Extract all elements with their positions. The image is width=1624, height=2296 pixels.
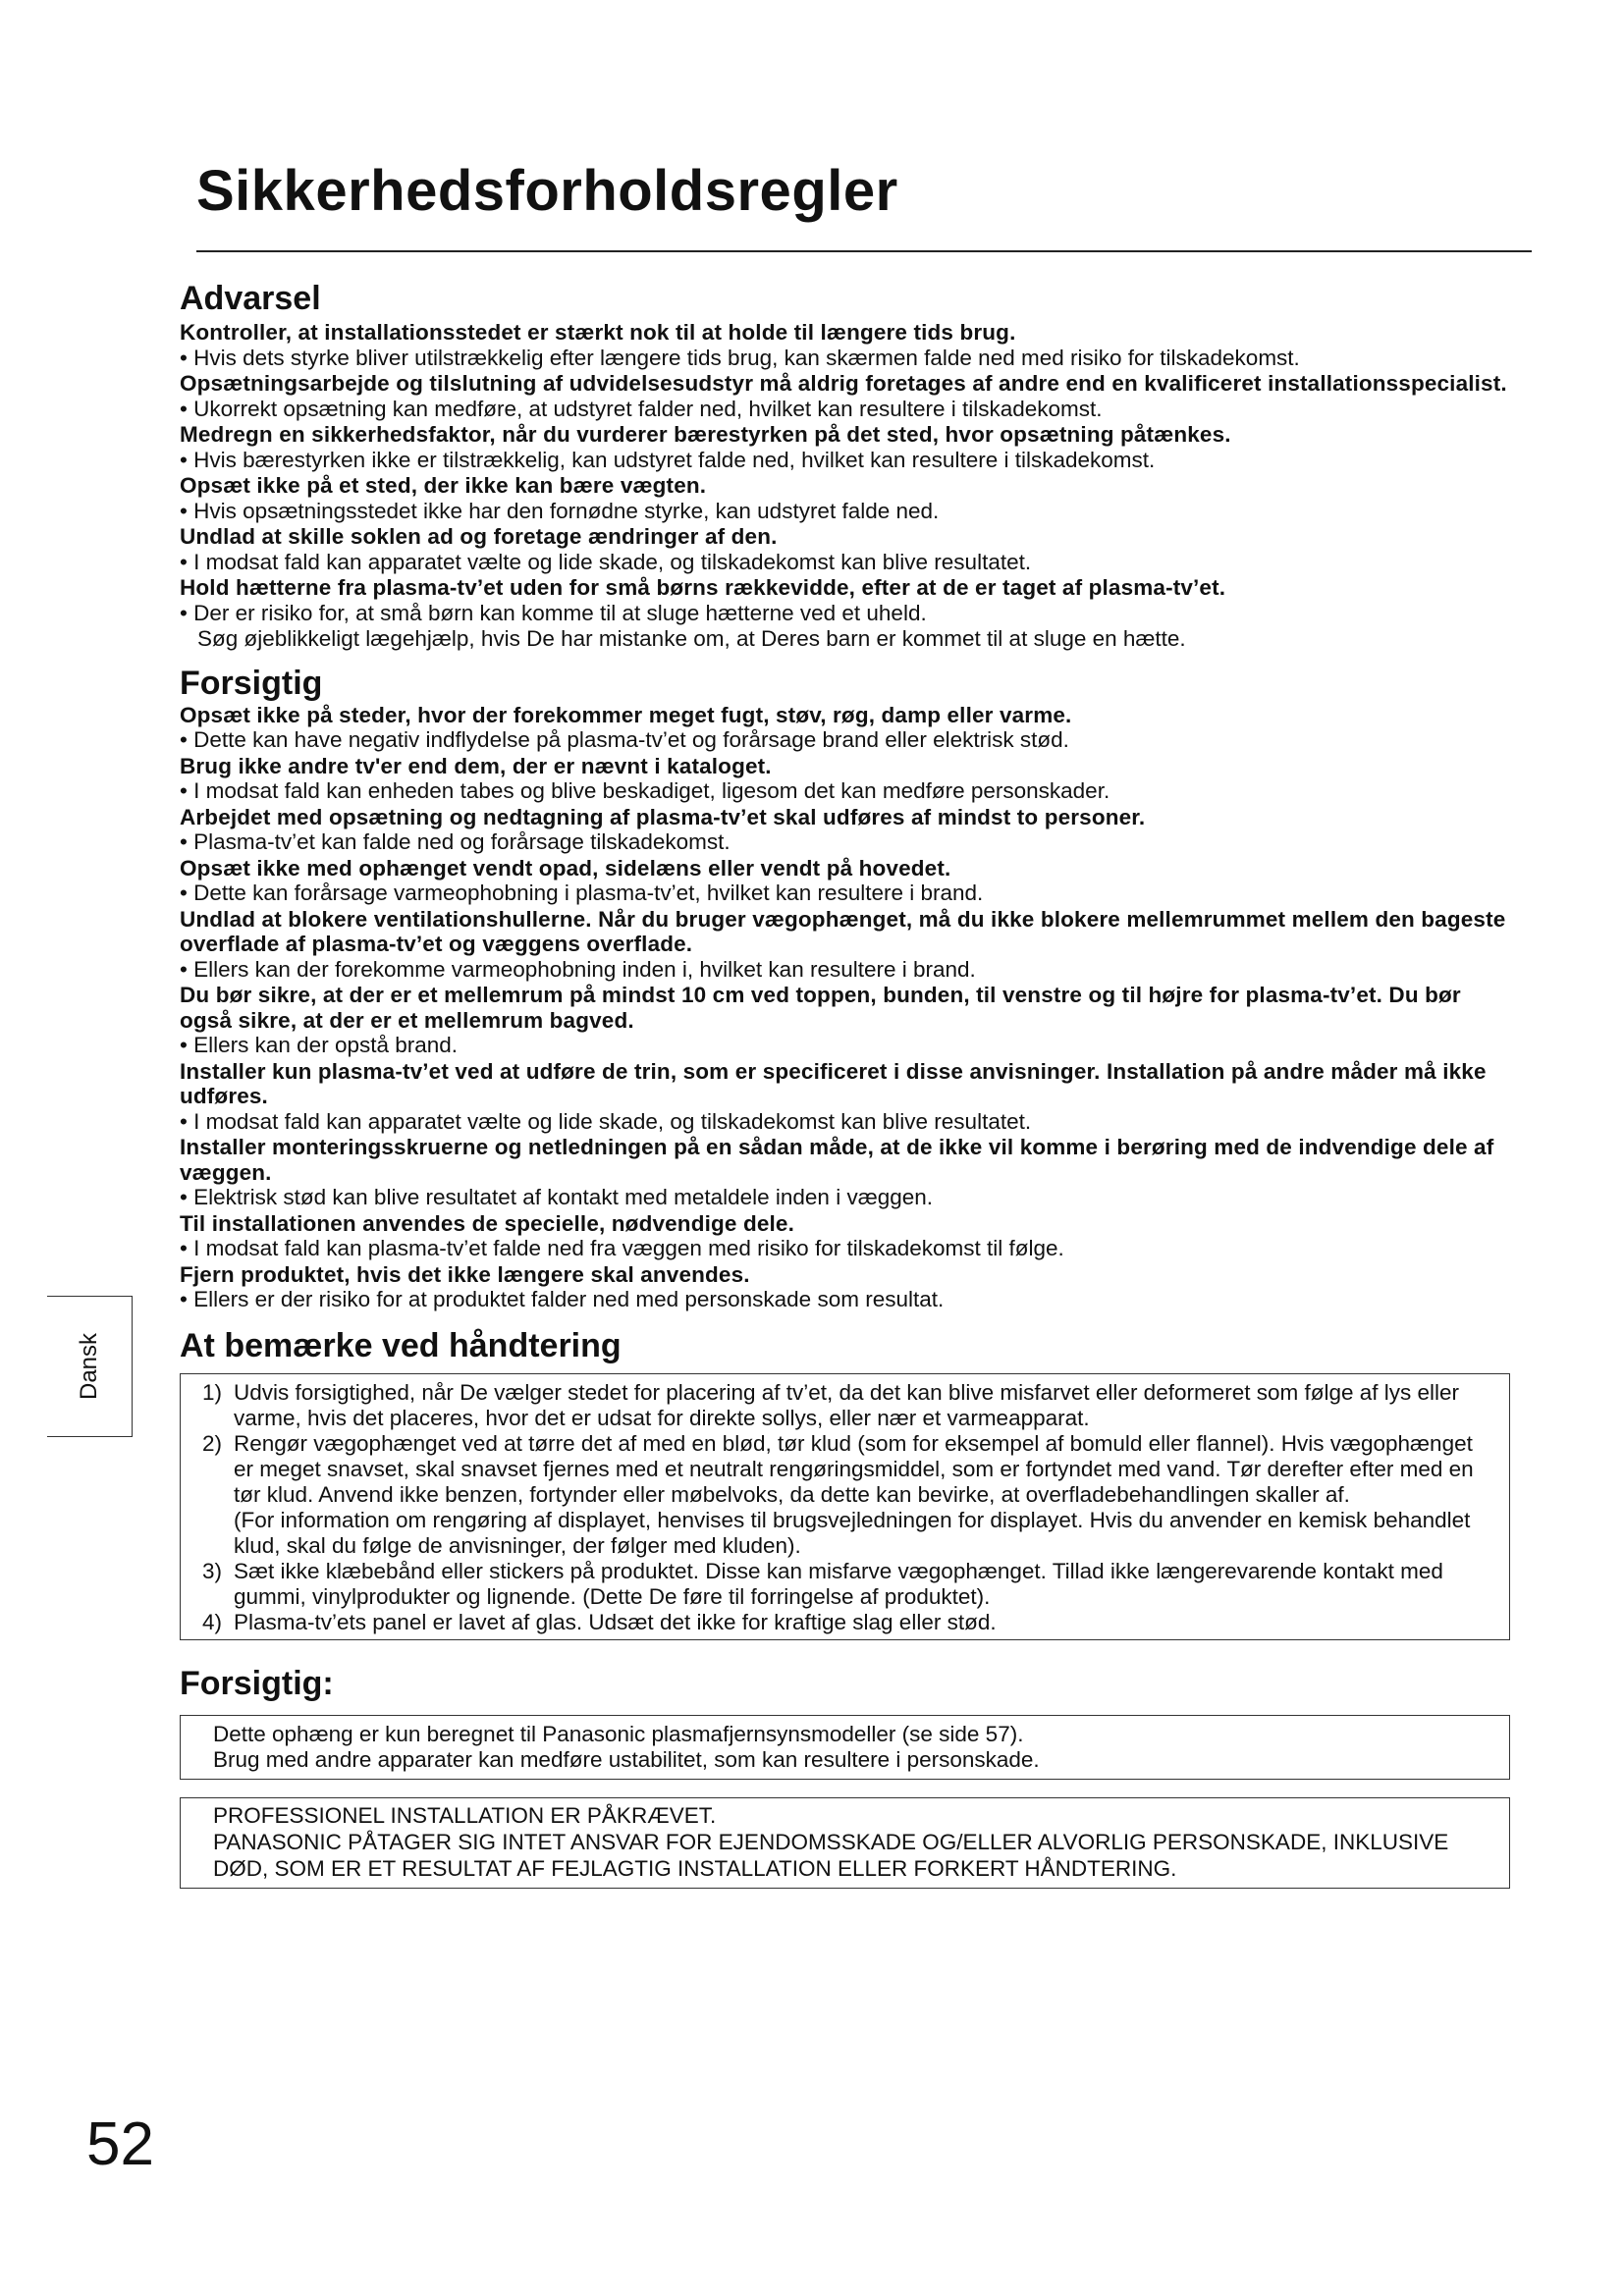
caution-rule: Fjern produktet, hvis det ikke længere skal anvendes. [180, 1261, 750, 1287]
caution-rule: Installer monteringsskruerne og netledningen på en sådan måde, at de ikke vil komme i berøring med de indvendige dele af væggen. [180, 1135, 1494, 1185]
handling-item-text [234, 1431, 1489, 1559]
handling-item-text-main: Rengør vægophænget ved at tørre det af med en blød, tør klud (som for eksempel af bomuld eller flannel). Hvis vægophænget er meget snavset, skal snavset fjernes med et neutralt rengøringsmiddel, som er fortyndet med vand. Tør derefter efter med en tør klud. Anvend ikke benzen, fortynder eller møbelvoks, da dette kan bevirke, at overfladebehandlingen skaller af. [234, 1430, 1474, 1507]
warning-note: • Hvis bærestyrken ikke er tilstrækkelig, kan udstyret falde ned, hvilket kan resultere i tilskadekomst. [180, 447, 1156, 472]
warning-note: • Der er risiko for, at små børn kan komme til at sluge hætterne ved et uheld. [180, 600, 927, 625]
language-tab [47, 1296, 133, 1437]
handling-item-text: Sæt ikke klæbebånd eller stickers på produktet. Disse kan misfarve vægophænget. Tillad ikke længerevarende kontakt med gummi, vinylprodukter og lignende. (Dette De føre til forringelse af produktet). [234, 1558, 1443, 1609]
caution-rule: Til installationen anvendes de specielle, nødvendige dele. [180, 1210, 794, 1236]
caution-note: • Plasma-tv’et kan falde ned og forårsage tilskadekomst. [180, 829, 731, 854]
warning-heading: Advarsel [180, 280, 321, 317]
page-title: Sikkerhedsforholdsregler [196, 159, 898, 223]
professional-line: PANASONIC PÅTAGER SIG INTET ANSVAR FOR EJENDOMSSKADE OG/ELLER ALVORLIG PERSONSKADE, INKLUSIVE DØD, SOM ER ET RESULTAT AF FEJLAGTIG INSTALLATION ELLER FORKERT HÅNDTERING. [213, 1829, 1449, 1881]
handling-item-number: 3) [202, 1558, 223, 1583]
caution2-heading: Forsigtig: [180, 1664, 334, 1702]
caution-note: • I modsat fald kan plasma-tv’et falde ned fra væggen med risiko for tilskadekomst til følge. [180, 1236, 1064, 1260]
caution-note: • Ellers kan der opstå brand. [180, 1033, 459, 1057]
caution-rule: Installer kun plasma-tv’et ved at udføre de trin, som er specificeret i disse anvisninger. Installation på andre måder må ikke udføres. [180, 1058, 1487, 1108]
caution-rule: Du bør sikre, at der er et mellemrum på mindst 10 cm ved toppen, bunden, til venstre og til højre for plasma-tv’et. Du bør også sikre, at der er et mellemrum bagved. [180, 983, 1461, 1033]
page-number: 52 [86, 2110, 154, 2178]
page-content [180, 279, 1515, 1889]
caution-note: • I modsat fald kan apparatet vælte og lide skade, og tilskadekomst kan blive resultatet. [180, 1108, 1032, 1134]
warning-note-continuation: Søg øjeblikkeligt lægehjælp, hvis De har mistanke om, at Deres barn er kommet til at sluge en hætte. [197, 626, 1186, 651]
handling-box [180, 1373, 1510, 1640]
caution-section [180, 703, 1515, 1312]
warning-note: • Hvis opsætningsstedet ikke har den fornødne styrke, kan udstyret falde ned. [180, 498, 940, 523]
caution-note: • Dette kan have negativ indflydelse på plasma-tv’et og forårsage brand eller elektrisk stød. [180, 727, 1069, 752]
caution-note: • Dette kan forårsage varmeophobning i plasma-tv’et, hvilket kan resultere i brand. [180, 881, 984, 905]
warning-rule: Opsæt ikke på et sted, der ikke kan bære vægten. [180, 473, 707, 498]
warning-note: • I modsat fald kan apparatet vælte og lide skade, og tilskadekomst kan blive resultatet. [180, 549, 1032, 574]
handling-item [202, 1380, 1489, 1431]
warning-rule: Hold hætterne fra plasma-tv’et uden for små børns rækkevidde, efter at de er taget af plasma-tv’et. [180, 575, 1226, 600]
warning-rule: Undlad at skille soklen ad og foretage ændringer af den. [180, 524, 778, 549]
warning-note: • Ukorrekt opsætning kan medføre, at udstyret falder ned, hvilket kan resultere i tilskadekomst. [180, 396, 1103, 421]
caution2-line: Brug med andre apparater kan medføre ustabilitet, som kan resultere i personskade. [213, 1746, 1040, 1772]
warning-rule: Opsætningsarbejde og tilslutning af udvidelsesudstyr må aldrig foretages af andre end en kvalificeret installationsspecialist. [180, 371, 1507, 396]
professional-line: PROFESSIONEL INSTALLATION ER PÅKRÆVET. [213, 1802, 717, 1828]
caution-rule: Opsæt ikke med ophænget vendt opad, sidelæns eller vendt på hovedet. [180, 855, 951, 881]
caution-rule: Brug ikke andre tv'er end dem, der er nævnt i kataloget. [180, 753, 772, 778]
caution-rule: Undlad at blokere ventilationshullerne. Når du bruger vægophænget, må du ikke blokere mellemrummet mellem den bageste overflade af plasma-tv’et og væggens overflade. [180, 906, 1506, 956]
caution2-line: Dette ophæng er kun beregnet til Panasonic plasmafjernsynsmodeller (se side 57). [213, 1721, 1024, 1746]
handling-item-number: 4) [202, 1609, 223, 1634]
handling-item [202, 1610, 1489, 1635]
warning-section [180, 320, 1515, 652]
professional-installation-box [180, 1797, 1510, 1889]
handling-item-text-note: (For information om rengøring af displayet, henvises til brugsvejledningen for displayet. Hvis du anvender en kemisk behandlet klud, skal du følge de anvisninger, der følger med kluden). [234, 1507, 1471, 1558]
caution-heading: Forsigtig [180, 664, 323, 702]
title-divider [196, 250, 1532, 252]
handling-item-number: 2) [202, 1430, 223, 1456]
warning-note: • Hvis dets styrke bliver utilstrækkelig efter længere tids brug, kan skærmen falde ned med risiko for tilskadekomst. [180, 345, 1300, 370]
caution-note: • I modsat fald kan enheden tabes og blive beskadiget, ligesom det kan medføre personskader. [180, 778, 1110, 803]
caution-note: • Ellers er der risiko for at produktet falder ned med personskade som resultat. [180, 1287, 945, 1311]
caution-note: • Ellers kan der forekomme varmeophobning inden i, hvilket kan resultere i brand. [180, 956, 976, 982]
handling-item-text: Udvis forsigtighed, når De vælger stedet for placering af tv’et, da det kan blive misfarvet eller deformeret som følge af lys eller varme, hvis det placeres, hvor det er udsat for direkte sollys, eller nær et varmeapparat. [234, 1379, 1460, 1430]
caution2-box [180, 1715, 1510, 1780]
warning-rule: Medregn en sikkerhedsfaktor, når du vurderer bærestyrken på det sted, hvor opsætning påtænkes. [180, 422, 1231, 447]
caution-note: • Elektrisk stød kan blive resultatet af kontakt med metaldele inden i væggen. [180, 1185, 934, 1209]
language-tab-label: Dansk [76, 1332, 102, 1401]
handling-item-text: Plasma-tv’ets panel er lavet af glas. Udsæt det ikke for kraftige slag eller stød. [234, 1609, 997, 1634]
handling-heading: At bemærke ved håndtering [180, 1326, 622, 1364]
caution-rule: Arbejdet med opsætning og nedtagning af plasma-tv’et skal udføres af mindst to personer. [180, 804, 1146, 829]
caution-rule: Opsæt ikke på steder, hvor der forekommer meget fugt, støv, røg, damp eller varme. [180, 702, 1072, 727]
warning-rule: Kontroller, at installationsstedet er stærkt nok til at holde til længere tids brug. [180, 320, 1016, 345]
handling-item [202, 1559, 1489, 1610]
handling-item-number: 1) [202, 1379, 223, 1405]
handling-item [202, 1431, 1489, 1559]
